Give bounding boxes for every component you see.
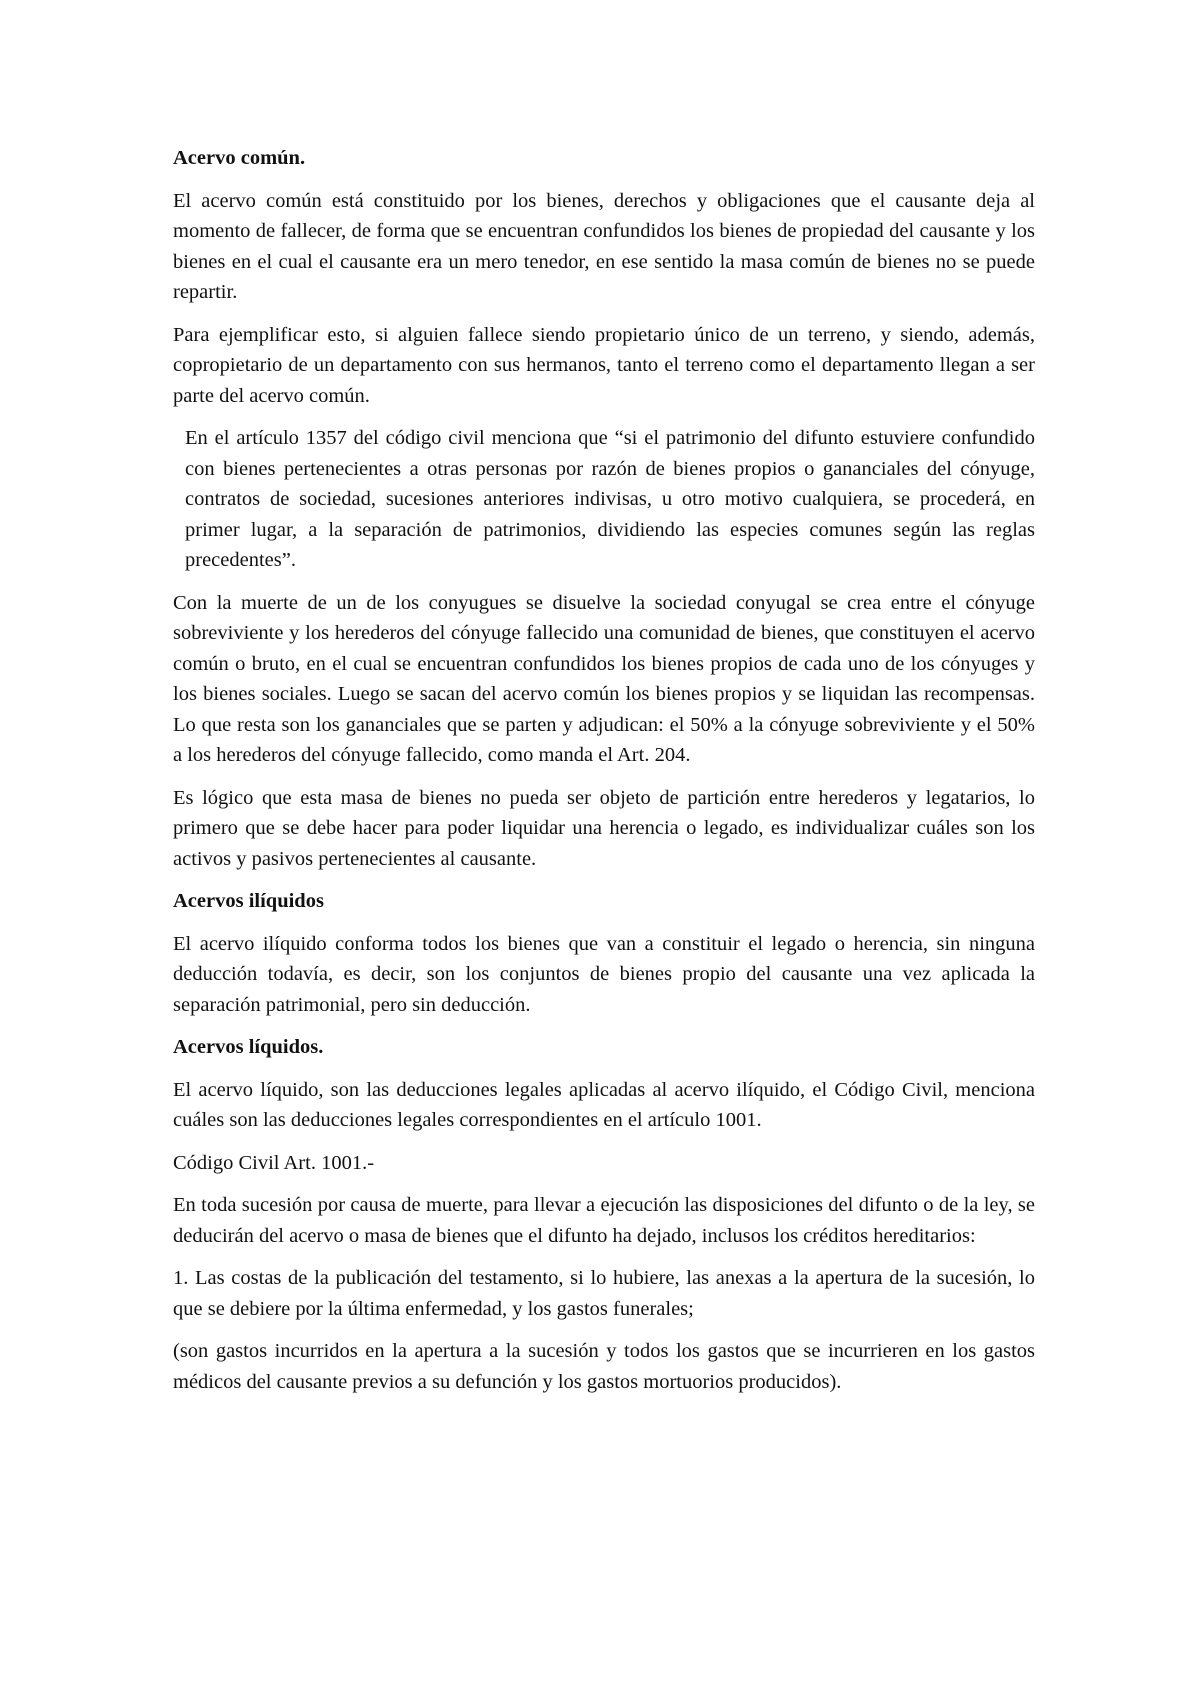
section-heading: Acervos ilíquidos: [173, 890, 324, 912]
paragraph: Es lógico que esta masa de bienes no pueda ser objeto de partición entre herederos y legatarios, lo primero que se debe hacer para poder liquidar una herencia o legado, es individualizar cuáles son los activos y pasivos pertenecientes al causante.: [173, 786, 1035, 870]
paragraph: Para ejemplificar esto, si alguien fallece siendo propietario único de un terreno, y siendo, además, copropietario de un departamento con sus hermanos, tanto el terreno como el departamento llegan a ser parte del acervo común.: [173, 323, 1035, 407]
paragraph: En toda sucesión por causa de muerte, para llevar a ejecución las disposiciones del difunto o de la ley, se deducirán del acervo o masa de bienes que el difunto ha dejado, inclusos los créditos hereditarios:: [173, 1194, 1035, 1247]
paragraph: (son gastos incurridos en la apertura a la sucesión y todos los gastos que se incurrieren en los gastos médicos del causante previos a su defunción y los gastos mortuorios producidos).: [173, 1340, 1035, 1393]
paragraph: En el artículo 1357 del código civil menciona que “si el patrimonio del difunto estuviere confundido con bienes pertenecientes a otras personas por razón de bienes propios o gananciales del cónyuge, contratos de sociedad, sucesiones anteriores indivisas, u otro motivo cualquiera, se procederá, en primer lugar, a la separación de patrimonios, dividiendo las especies comunes según las reglas precedentes”.: [185, 427, 1035, 571]
paragraph: Con la muerte de un de los conyugues se disuelve la sociedad conyugal se crea entre el cónyuge sobreviviente y los herederos del cónyuge fallecido una comunidad de bienes, que constituyen el acervo común o bruto, en el cual se encuentran confundidos los bienes propios de cada uno de los cónyuges y los bienes sociales. Luego se sacan del acervo común los bienes propios y se liquidan las recompensas. Lo que resta son los gananciales que se parten y adjudican: el 50% a la cónyuge sobreviviente y el 50% a los herederos del cónyuge fallecido, como manda el Art. 204.: [173, 591, 1035, 766]
section-heading: Acervos líquidos.: [173, 1036, 324, 1058]
paragraph: El acervo ilíquido conforma todos los bienes que van a constituir el legado o herencia, sin ninguna deducción todavía, es decir, son los conjuntos de bienes propio del causante una vez aplicada la separación patrimonial, pero sin deducción.: [173, 932, 1035, 1016]
document-page: [173, 143, 1035, 1409]
list-item: 1. Las costas de la publicación del testamento, si lo hubiere, las anexas a la apertura de la sucesión, lo que se debiere por la última enfermedad, y los gastos funerales;: [173, 1267, 1035, 1320]
paragraph: El acervo líquido, son las deducciones legales aplicadas al acervo ilíquido, el Código Civil, menciona cuáles son las deducciones legales correspondientes en el artículo 1001.: [173, 1078, 1035, 1131]
paragraph: El acervo común está constituido por los bienes, derechos y obligaciones que el causante deja al momento de fallecer, de forma que se encuentran confundidos los bienes de propiedad del causante y los bienes en el cual el causante era un mero tenedor, en ese sentido la masa común de bienes no se puede repartir.: [173, 189, 1035, 303]
section-heading: Acervo común.: [173, 147, 306, 169]
article-reference: Código Civil Art. 1001.-: [173, 1151, 375, 1174]
